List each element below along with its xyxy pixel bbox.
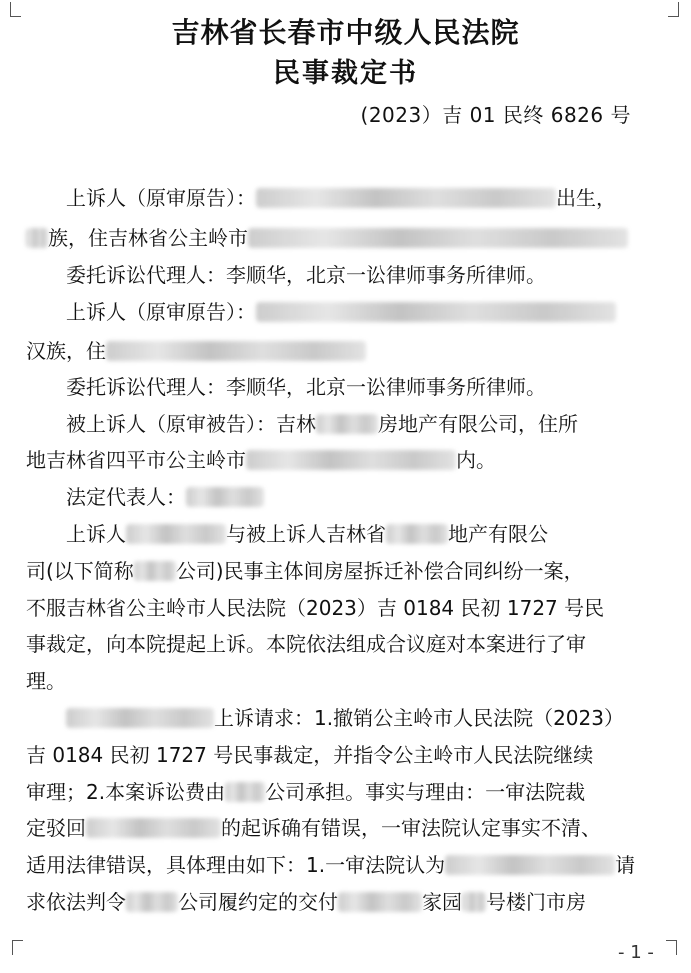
text-span: 求依法判令 — [26, 890, 126, 914]
redacted-block — [316, 414, 378, 434]
text-span: 家园 — [422, 890, 462, 914]
text-span: 审理；2.本案诉讼费由 — [26, 780, 226, 804]
crop-mark-bottom-left — [12, 940, 23, 955]
document-type: 民事裁定书 — [273, 58, 418, 89]
text-span: 与被上诉人吉林省 — [226, 522, 386, 546]
appellant-1-line-2 — [26, 222, 628, 254]
text-span: 司(以下简称 — [26, 559, 134, 583]
redacted-block — [126, 524, 226, 544]
redacted-block — [248, 228, 628, 248]
appellee-address-tail: 内。 — [456, 448, 496, 472]
legal-rep-label: 法定代表人： — [66, 485, 186, 509]
case-summary-line-5: 理。 — [26, 669, 66, 693]
appellant-2-address: 汉族，住 — [26, 339, 106, 363]
text-span: 请 — [615, 853, 636, 877]
redacted-block — [338, 892, 422, 912]
court-name: 吉林省长春市中级人民法院 — [171, 16, 520, 49]
case-number: (2023）吉 01 民终 6826 号 — [360, 103, 631, 127]
crop-mark-bottom-right — [666, 940, 677, 955]
case-summary-line-1 — [66, 518, 548, 550]
text-span: 号楼门市房 — [486, 890, 586, 914]
appellant-1-address: 族，住吉林省公主岭市 — [48, 226, 248, 250]
text-span: 地产有限公 — [448, 522, 548, 546]
appellee-label: 被上诉人（原审被告）：吉林 — [66, 412, 316, 436]
redacted-block — [186, 487, 264, 507]
appeal-request-line-6 — [26, 886, 586, 918]
appellee-line-2 — [26, 444, 496, 476]
redacted-block — [86, 818, 221, 838]
appeal-request-line-4 — [26, 812, 601, 844]
agent-2: 委托诉讼代理人：李顺华，北京一讼律师事务所律师。 — [66, 375, 546, 399]
appellant-1-line-1 — [66, 182, 616, 214]
case-summary-line-2 — [26, 555, 584, 587]
appellant-1-label: 上诉人（原审原告）： — [66, 186, 256, 210]
appellee-address: 地吉林省四平市公主岭市 — [26, 448, 246, 472]
redacted-block — [246, 450, 456, 470]
text-span: 公司承担。事实与理由：一审法院裁 — [265, 780, 586, 804]
appellant-2-line-2 — [26, 335, 366, 367]
appeal-request-line-5 — [26, 849, 635, 881]
appellant-2-line-1 — [66, 296, 616, 328]
appellant-2-label: 上诉人（原审原告）： — [66, 300, 256, 324]
redacted-block — [66, 708, 214, 728]
appellee-line-1 — [66, 408, 578, 440]
redacted-block — [445, 855, 615, 875]
appeal-request-line-3 — [26, 776, 585, 808]
text-span: 公司履约定的交付 — [178, 890, 338, 914]
legal-representative — [66, 481, 264, 513]
redacted-block — [256, 302, 616, 322]
redacted-block — [126, 892, 178, 912]
text-span: 公司)民事主体间房屋拆迁补偿合同纠纷一案， — [175, 559, 584, 583]
appeal-request-line-1 — [66, 702, 624, 734]
page-number: - 1 - — [618, 942, 654, 963]
appeal-request-line-2: 吉 0184 民初 1727 号民事裁定，并指令公主岭市人民法院继续 — [26, 743, 594, 767]
redacted-block — [106, 341, 366, 361]
text-span: 定驳回 — [26, 816, 86, 840]
appellee-name-tail: 房地产有限公司，住所 — [378, 412, 578, 436]
redacted-block — [256, 188, 556, 208]
case-summary-line-4: 事裁定，向本院提起上诉。本院依法组成合议庭对本案进行了审 — [26, 632, 586, 656]
redacted-block — [134, 561, 176, 581]
redacted-block — [386, 524, 448, 544]
text-span: 上诉请求：1.撤销公主岭市人民法院（2023） — [214, 706, 624, 730]
redacted-block — [462, 892, 486, 912]
redacted-block — [26, 228, 48, 248]
agent-1: 委托诉讼代理人：李顺华，北京一讼律师事务所律师。 — [66, 263, 546, 287]
appellant-1-birth: 出生， — [556, 186, 616, 210]
text-span: 上诉人 — [66, 522, 126, 546]
text-span: 适用法律错误，具体理由如下：1.一审法院认为 — [26, 853, 446, 877]
text-span: 的起诉确有错误，一审法院认定事实不清、 — [221, 816, 601, 840]
case-summary-line-3: 不服吉林省公主岭市人民法院（2023）吉 0184 民初 1727 号民 — [26, 596, 605, 620]
redacted-block — [225, 782, 265, 802]
